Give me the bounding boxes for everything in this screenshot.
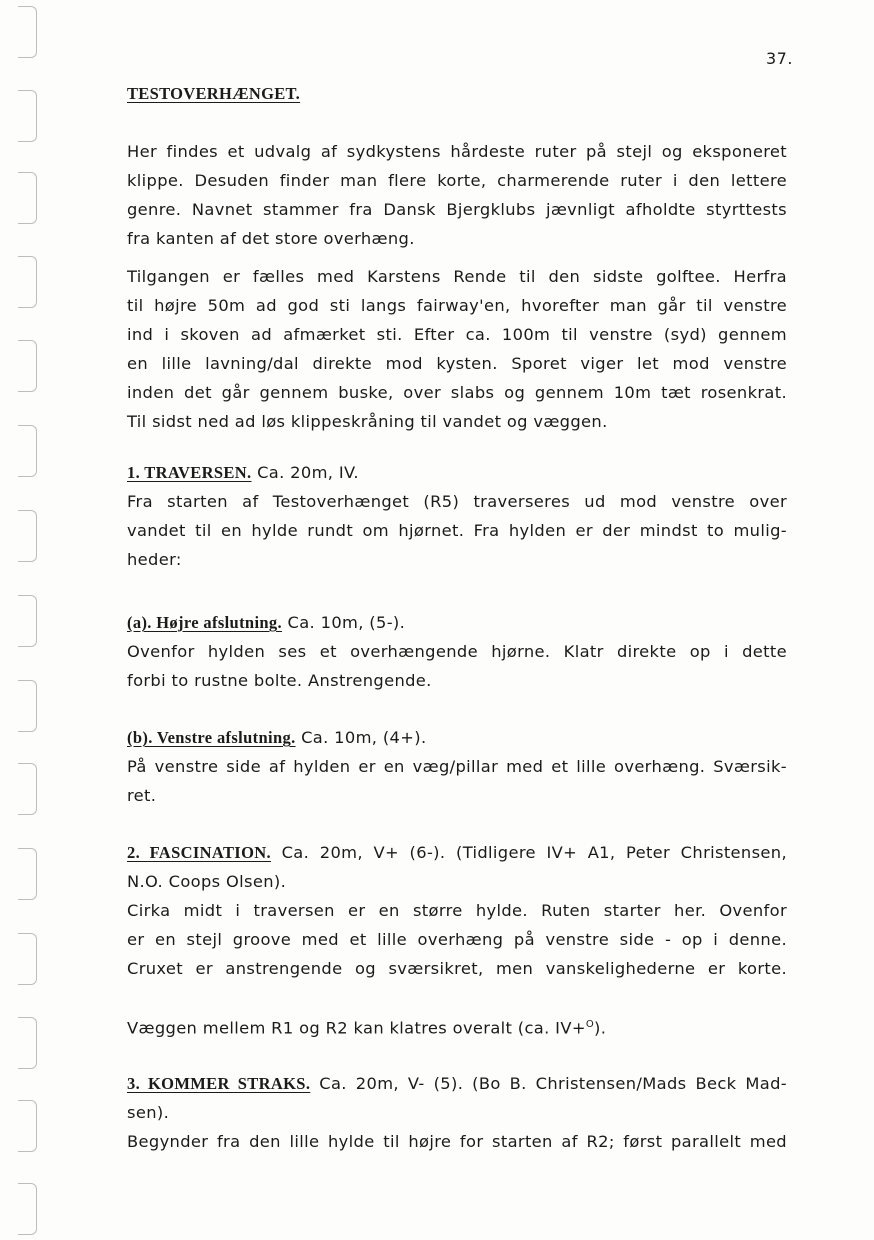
text-line: Cirka midt i traversen er en større hylde. Ruten starter her. Ovenfor [127,901,787,920]
route-2 [127,838,787,983]
section-title: TESTOVERHÆNGET. [127,84,301,103]
text-line: Fra starten af Testoverhænget (R5) traverseres ud mod venstre over [127,492,787,511]
text-line: er en stejl groove med et lille overhæng på venstre side - op i denne. [127,930,787,949]
binder-hole [18,848,37,900]
route-name: 3. KOMMER STRAKS. [127,1074,311,1093]
text-line: sen). [127,1103,170,1122]
route-heading-line [127,723,787,752]
binder-hole [18,510,37,562]
wall-note-superscript: O [585,1019,595,1030]
text-line: forbi to rustne bolte. Anstrengende. [127,671,432,690]
page-number: 37. [766,49,793,68]
text-line: Her findes et udvalg af sydkystens hårdeste ruter på stejl og eksponeret [127,142,787,161]
binder-hole [18,90,37,142]
route-name: (a). Højre afslutning. [127,613,282,632]
route-name: (b). Venstre afslutning. [127,728,296,747]
binder-hole [18,680,37,732]
text-line: genre. Navnet stammer fra Dansk Bjergklubs jævnligt afholdte styrttests [127,200,787,219]
text-line: Cruxet er anstrengende og sværsikret, men vanskelighederne er korte. [127,959,787,978]
wall-note [127,1010,787,1042]
route-heading-line [127,458,787,487]
text-line: ret. [127,786,157,805]
route-heading-line [127,838,787,867]
text-line: Ovenfor hylden ses et overhængende hjørne. Klatr direkte op i dette [127,642,787,661]
text-line: til højre 50m ad god sti langs fairway'en, hvorefter man går til venstre [127,296,787,315]
binder-hole [18,1100,37,1152]
binder-hole [18,340,37,392]
binder-hole [18,425,37,477]
text-line: en lille lavning/dal direkte mod kysten. Sporet viger let mod venstre [127,354,787,373]
wall-note-text: Væggen mellem R1 og R2 kan klatres overalt (ca. IV+ [127,1018,586,1038]
text-line: klippe. Desuden finder man flere korte, charmerende ruter i den lettere [127,171,787,190]
route-grade: Ca. 10m, (5-). [287,613,406,632]
text-line: fra kanten af det store overhæng. [127,229,415,248]
binder-hole [18,6,37,58]
route-1b [127,723,787,810]
text-line: ind i skoven ad afmærket sti. Efter ca. 100m til venstre (syd) gennem [127,325,787,344]
route-grade: Ca. 20m, V- (5). (Bo B. Christensen/Mads Beck Mad- [319,1074,787,1093]
route-grade: Ca. 20m, V+ (6-). (Tidligere IV+ A1, Peter Christensen, [281,843,787,862]
binder-hole [18,933,37,985]
binder-hole [18,763,37,815]
route-grade: Ca. 20m, IV. [257,463,359,482]
binder-hole [18,1183,37,1235]
text-line: På venstre side af hylden er en væg/pillar med et lille overhæng. Sværsik- [127,757,787,776]
route-3 [127,1069,787,1156]
route-heading-line [127,608,787,637]
route-grade: Ca. 10m, (4+). [301,728,427,747]
route-name: 1. TRAVERSEN. [127,463,252,482]
text-line: Begynder fra den lille hylde til højre for starten af R2; først parallelt med [127,1132,787,1151]
route-1 [127,458,787,574]
text-line: heder: [127,550,182,569]
binder-hole [18,172,37,224]
intro-paragraph [127,137,787,253]
text-line: Tilgangen er fælles med Karstens Rende til den sidste golftee. Herfra [127,267,787,286]
text-line: Til sidst ned ad løs klippeskråning til vandet og væggen. [127,412,608,431]
text-line: inden det går gennem buske, over slabs og gennem 10m tæt rosenkrat. [127,383,787,402]
route-heading-line [127,1069,787,1098]
route-name: 2. FASCINATION. [127,843,271,862]
text-line: vandet til en hylde rundt om hjørnet. Fra hylden er der mindst to mulig- [127,521,787,540]
binder-hole [18,256,37,308]
approach-paragraph [127,262,787,436]
route-1a [127,608,787,695]
binder-hole [18,1017,37,1069]
binder-hole [18,595,37,647]
text-line [127,1010,787,1042]
text-line: N.O. Coops Olsen). [127,872,287,891]
wall-note-tail: ). [594,1018,607,1038]
